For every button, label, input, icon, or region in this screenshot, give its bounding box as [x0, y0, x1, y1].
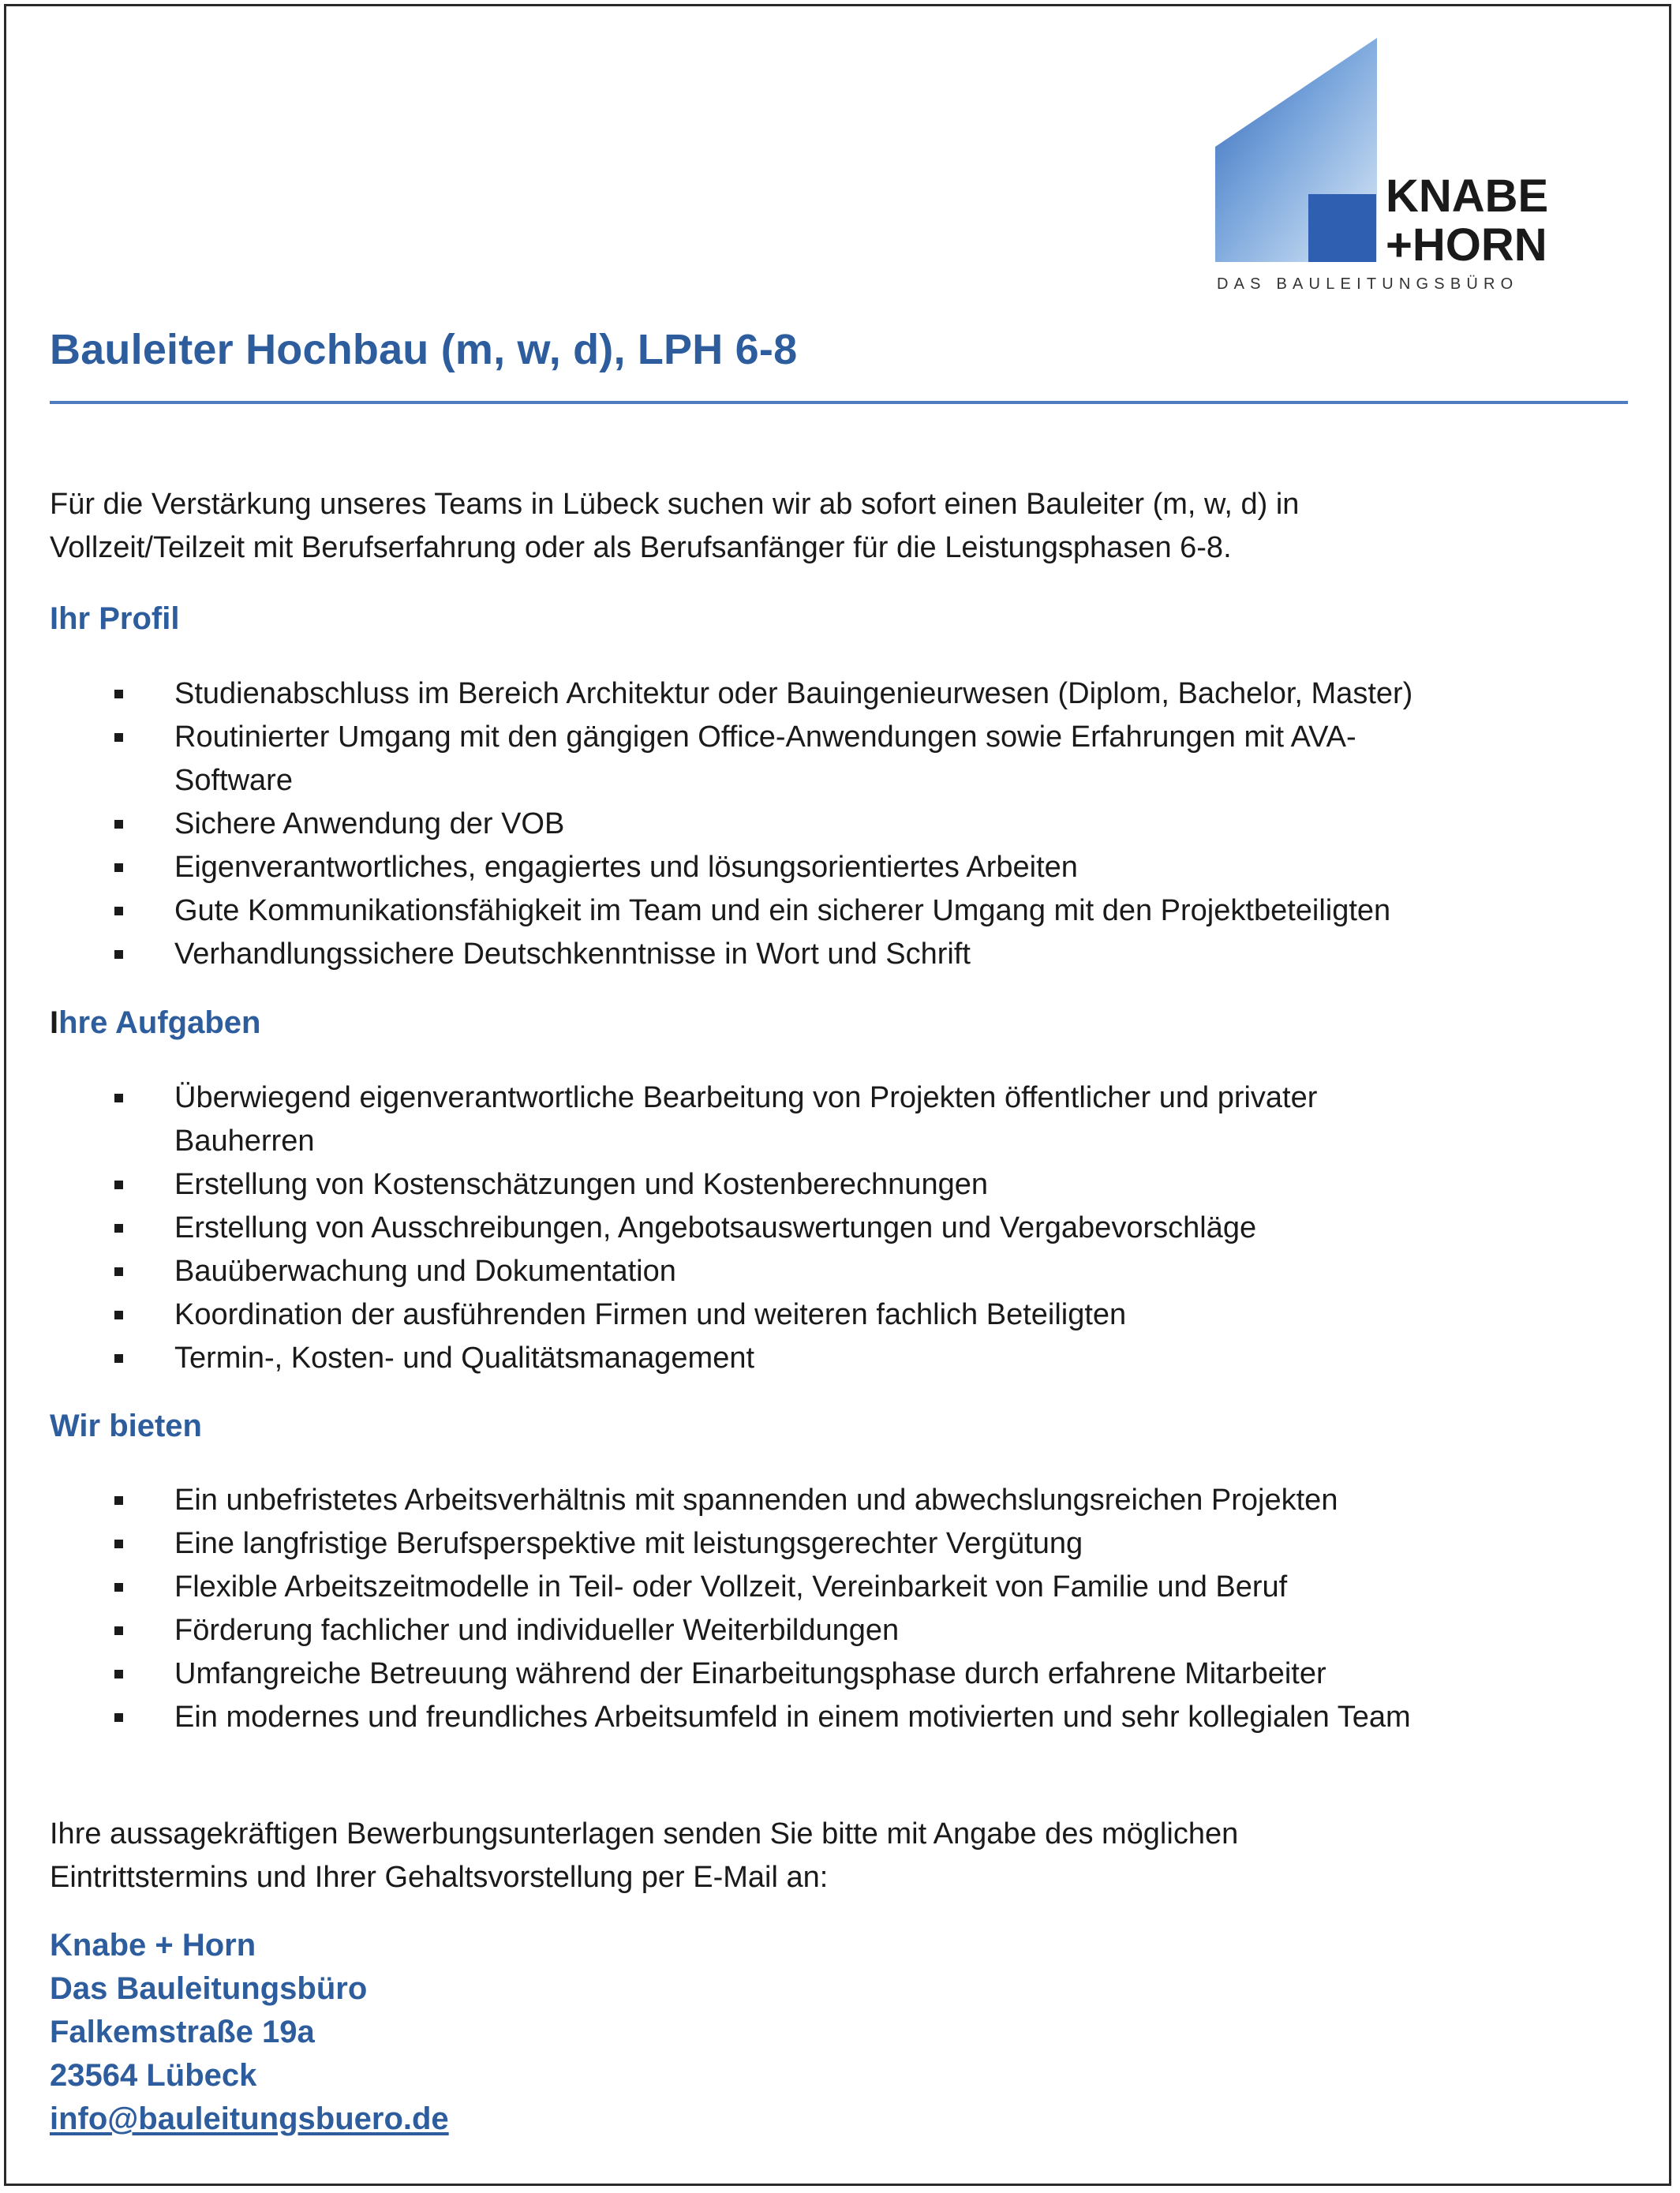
list-item: Studienabschluss im Bereich Architektur oder Bauingenieurwesen (Diplom, Bachelor, Master) — [50, 672, 1636, 716]
heading-first-letter: I — [50, 1005, 59, 1040]
company-logo — [1215, 38, 1570, 298]
title-divider — [50, 401, 1628, 404]
logo-name-line2: +HORN — [1386, 219, 1547, 271]
list-item: Eigenverantwortliches, engagiertes und lösungsorientiertes Arbeiten — [50, 846, 1636, 889]
list-item: Eine langfristige Berufsperspektive mit leistungsgerechter Vergütung — [50, 1522, 1636, 1566]
intro-paragraph — [50, 483, 1612, 570]
intro-line: Für die Verstärkung unseres Teams in Lübeck suchen wir ab sofort einen Bauleiter (m, w, d) in — [50, 488, 1300, 521]
heading-profil: Ihr Profil — [50, 601, 180, 636]
intro-line: Vollzeit/Teilzeit mit Berufserfahrung oder als Berufsanfänger für die Leistungsphasen 6-8. — [50, 531, 1232, 564]
list-item: Bauüberwachung und Dokumentation — [50, 1250, 1636, 1293]
logo-graphic — [1215, 38, 1570, 298]
list-item: Ein unbefristetes Arbeitsverhältnis mit spannenden und abwechslungsreichen Projekten — [50, 1479, 1636, 1522]
company-subtitle: Das Bauleitungsbüro — [50, 1971, 368, 2006]
heading-aufgaben — [50, 1005, 260, 1041]
list-item: Verhandlungssichere Deutschkenntnisse in Wort und Schrift — [50, 933, 1636, 976]
company-name: Knabe + Horn — [50, 1928, 256, 1963]
list-item: Förderung fachlicher und individueller Weiterbildungen — [50, 1609, 1636, 1652]
city-address: 23564 Lübeck — [50, 2058, 257, 2093]
contact-address — [50, 1924, 449, 2141]
heading-rest: hre Aufgaben — [58, 1005, 261, 1040]
list-item: Routinierter Umgang mit den gängigen Office-Anwendungen sowie Erfahrungen mit AVA- Software — [50, 716, 1636, 803]
list-item: Koordination der ausführenden Firmen und weiteren fachlich Beteiligten — [50, 1293, 1636, 1337]
list-item: Termin-, Kosten- und Qualitätsmanagement — [50, 1337, 1636, 1380]
list-item: Erstellung von Ausschreibungen, Angebotsauswertungen und Vergabevorschläge — [50, 1207, 1636, 1250]
closing-line: Ihre aussagekräftigen Bewerbungsunterlagen senden Sie bitte mit Angabe des möglichen — [50, 1817, 1239, 1851]
list-item: Überwiegend eigenverantwortliche Bearbeitung von Projekten öffentlicher und privater Bauherren — [50, 1076, 1636, 1163]
email-link[interactable]: info@bauleitungsbuero.de — [50, 2101, 449, 2136]
heading-bieten: Wir bieten — [50, 1409, 202, 1443]
list-bieten — [50, 1479, 1636, 1739]
list-item: Umfangreiche Betreuung während der Einarbeitungsphase durch erfahrene Mitarbeiter — [50, 1652, 1636, 1696]
list-aufgaben — [50, 1076, 1636, 1380]
logo-tagline: DAS BAULEITUNGSBÜRO — [1217, 275, 1519, 293]
page-title: Bauleiter Hochbau (m, w, d), LPH 6-8 — [50, 326, 798, 373]
closing-line: Eintrittstermins und Ihrer Gehaltsvorstellung per E-Mail an: — [50, 1861, 829, 1894]
list-item: Sichere Anwendung der VOB — [50, 803, 1636, 846]
street-address: Falkemstraße 19a — [50, 2015, 315, 2049]
list-item: Gute Kommunikationsfähigkeit im Team und ein sicherer Umgang mit den Projektbeteiligten — [50, 889, 1636, 933]
list-item: Flexible Arbeitszeitmodelle in Teil- oder Vollzeit, Vereinbarkeit von Familie und Beruf — [50, 1566, 1636, 1609]
list-item: Ein modernes und freundliches Arbeitsumfeld in einem motivierten und sehr kollegialen Team — [50, 1696, 1636, 1739]
logo-name-line1: KNABE — [1386, 170, 1549, 222]
list-item: Erstellung von Kostenschätzungen und Kostenberechnungen — [50, 1163, 1636, 1207]
closing-paragraph — [50, 1813, 1612, 1899]
list-profil — [50, 672, 1636, 976]
